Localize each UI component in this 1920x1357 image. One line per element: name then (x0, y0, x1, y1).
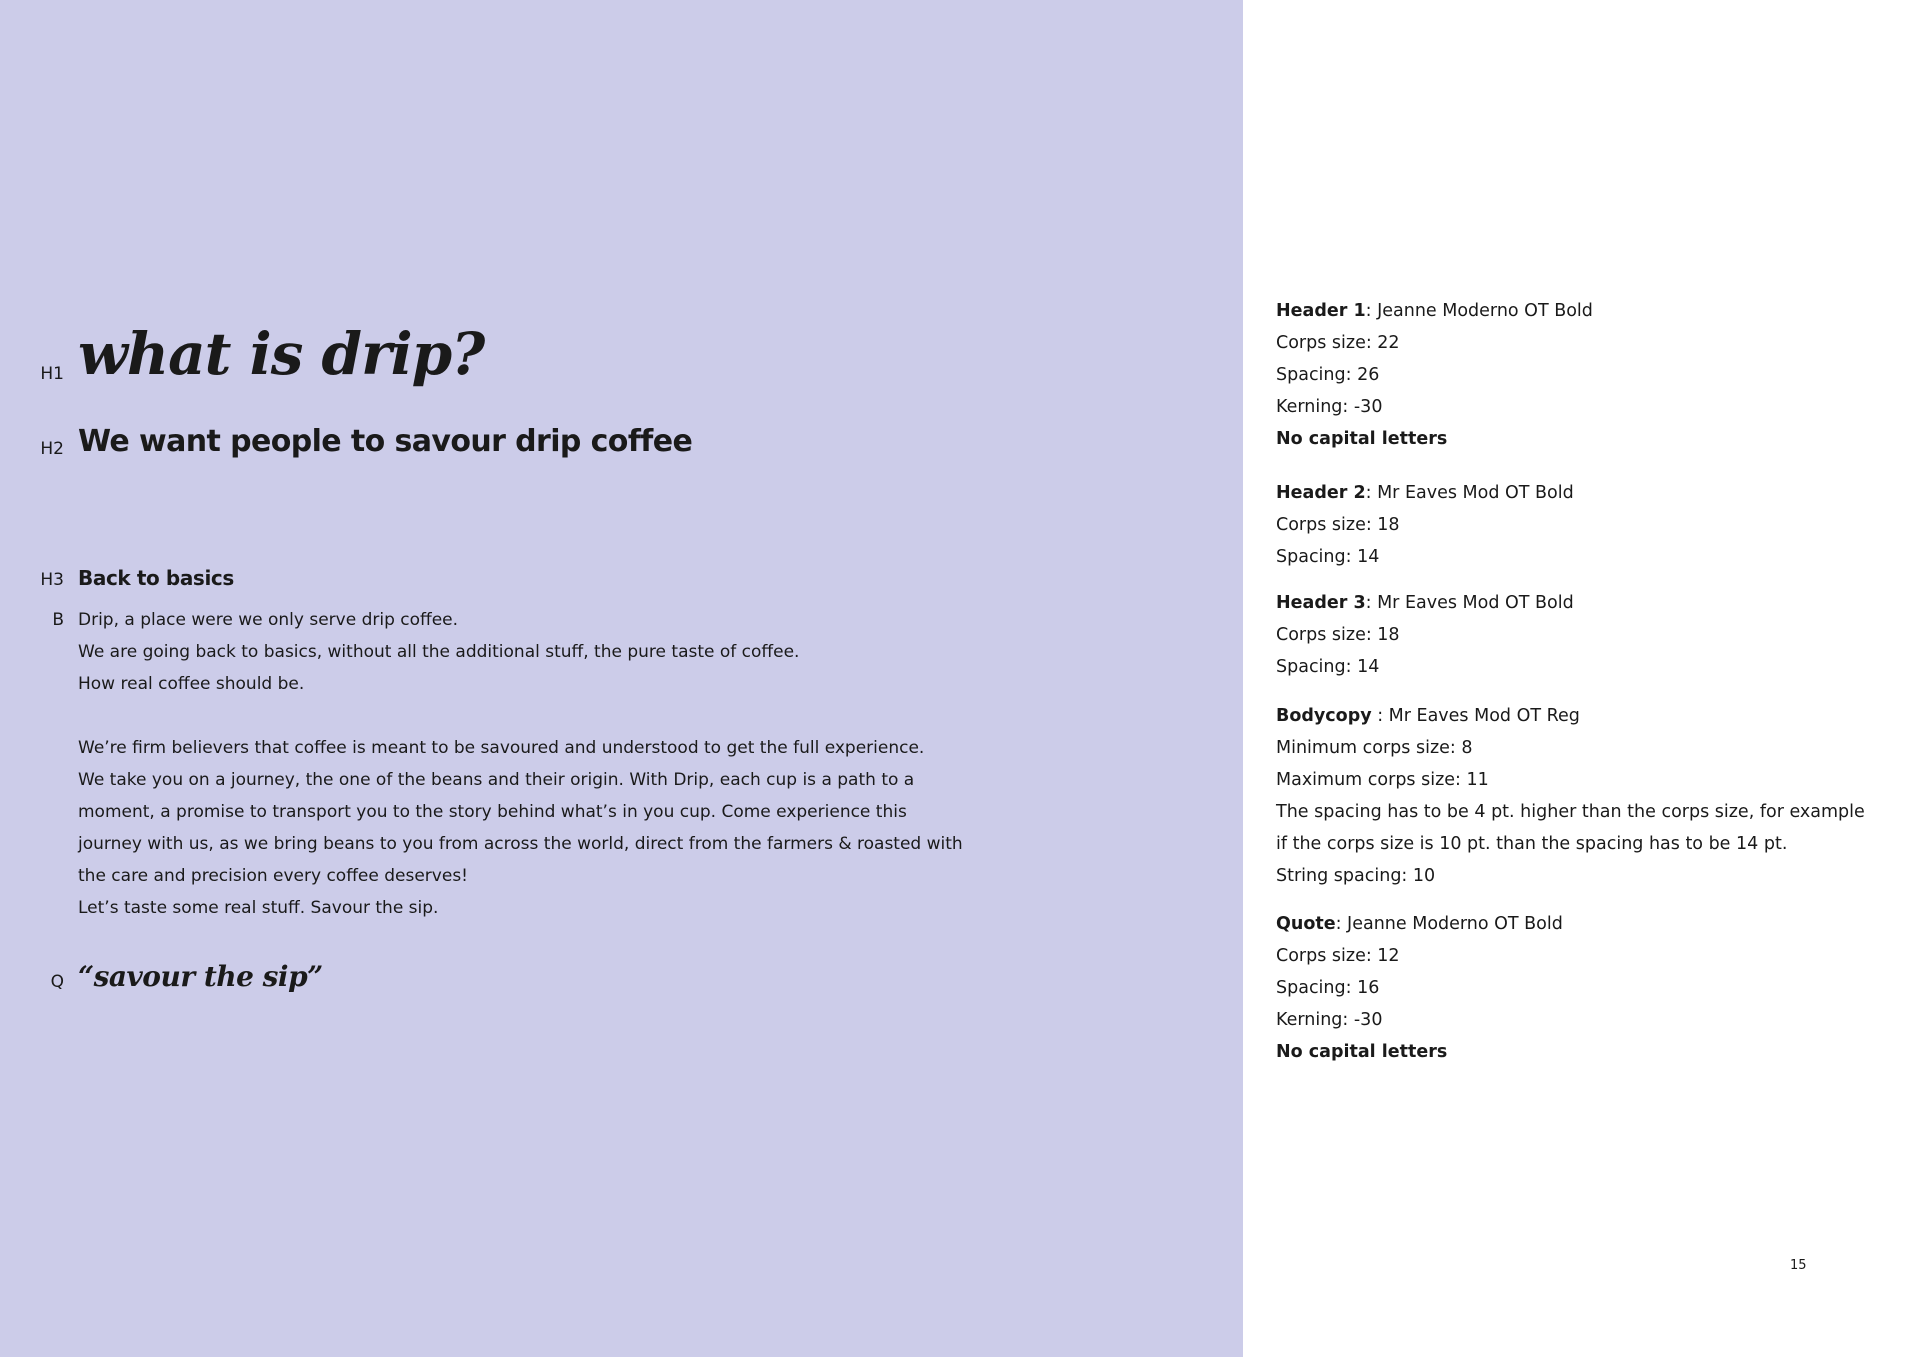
spec-line: Maximum corps size: 11 (1276, 770, 1489, 790)
spec-label: Header 2 (1276, 483, 1366, 503)
h3-sample: Back to basics (78, 566, 234, 590)
spec-quote (1276, 908, 1876, 1068)
spec-line: Corps size: 22 (1276, 333, 1400, 353)
spec-title-row (1276, 587, 1876, 619)
spec-title-row (1276, 295, 1876, 327)
spec-note: No capital letters (1276, 1042, 1448, 1062)
body-line: Let’s taste some real stuff. Savour the sip. (78, 898, 439, 918)
spec-font: : Jeanne Moderno OT Bold (1365, 301, 1593, 321)
body-line: the care and precision every coffee deserves! (78, 866, 468, 886)
h2-sample: We want people to savour drip coffee (78, 424, 693, 459)
spec-line: Corps size: 18 (1276, 625, 1400, 645)
paragraph-gap (78, 700, 958, 732)
body-line: We’re firm believers that coffee is meant to be savoured and understood to get the full experience. (78, 738, 925, 758)
body-line: moment, a promise to transport you to the story behind what’s in you cup. Come experience this (78, 802, 907, 822)
spec-font: : Mr Eaves Mod OT Reg (1371, 706, 1580, 726)
body-line: We take you on a journey, the one of the beans and their origin. With Drip, each cup is a path to a (78, 770, 915, 790)
h3-marker: H3 (40, 570, 64, 590)
h1-marker: H1 (40, 364, 64, 384)
spec-bodycopy (1276, 700, 1876, 892)
spec-line: Spacing: 26 (1276, 365, 1380, 385)
spec-line: Spacing: 14 (1276, 547, 1380, 567)
spec-font: : Jeanne Moderno OT Bold (1335, 914, 1563, 934)
spec-label: Header 1 (1276, 301, 1366, 321)
body-line: We are going back to basics, without all the additional stuff, the pure taste of coffee. (78, 642, 800, 662)
spec-line: Spacing: 14 (1276, 657, 1380, 677)
spec-line: Kerning: -30 (1276, 1010, 1383, 1030)
spec-line: The spacing has to be 4 pt. higher than the corps size, for example (1276, 802, 1865, 822)
spec-font: : Mr Eaves Mod OT Bold (1365, 593, 1574, 613)
spec-label: Header 3 (1276, 593, 1366, 613)
spec-title-row (1276, 700, 1876, 732)
quote-marker: Q (50, 972, 64, 992)
spec-line: Corps size: 12 (1276, 946, 1400, 966)
body-line: How real coffee should be. (78, 674, 305, 694)
spec-line: Minimum corps size: 8 (1276, 738, 1473, 758)
spec-header2 (1276, 477, 1876, 573)
spec-header3 (1276, 587, 1876, 683)
body-copy-sample (78, 604, 963, 924)
spec-line: Kerning: -30 (1276, 397, 1383, 417)
body-line: journey with us, as we bring beans to you from across the world, direct from the farmers & roasted with (78, 834, 963, 854)
quote-sample: “savour the sip” (78, 960, 323, 993)
spec-label: Bodycopy (1276, 706, 1372, 726)
h1-sample: what is drip? (78, 320, 485, 388)
spec-note: No capital letters (1276, 429, 1448, 449)
spec-line: Spacing: 16 (1276, 978, 1380, 998)
spec-header1 (1276, 295, 1876, 455)
spec-title-row (1276, 477, 1876, 509)
h2-marker: H2 (40, 439, 64, 459)
body-marker: B (52, 610, 64, 630)
spec-label: Quote (1276, 914, 1336, 934)
spec-line: String spacing: 10 (1276, 866, 1436, 886)
spec-line: if the corps size is 10 pt. than the spacing has to be 14 pt. (1276, 834, 1788, 854)
spec-title-row (1276, 908, 1876, 940)
body-line: Drip, a place were we only serve drip coffee. (78, 610, 459, 630)
page-number: 15 (1790, 1258, 1807, 1273)
spec-font: : Mr Eaves Mod OT Bold (1365, 483, 1574, 503)
spec-line: Corps size: 18 (1276, 515, 1400, 535)
